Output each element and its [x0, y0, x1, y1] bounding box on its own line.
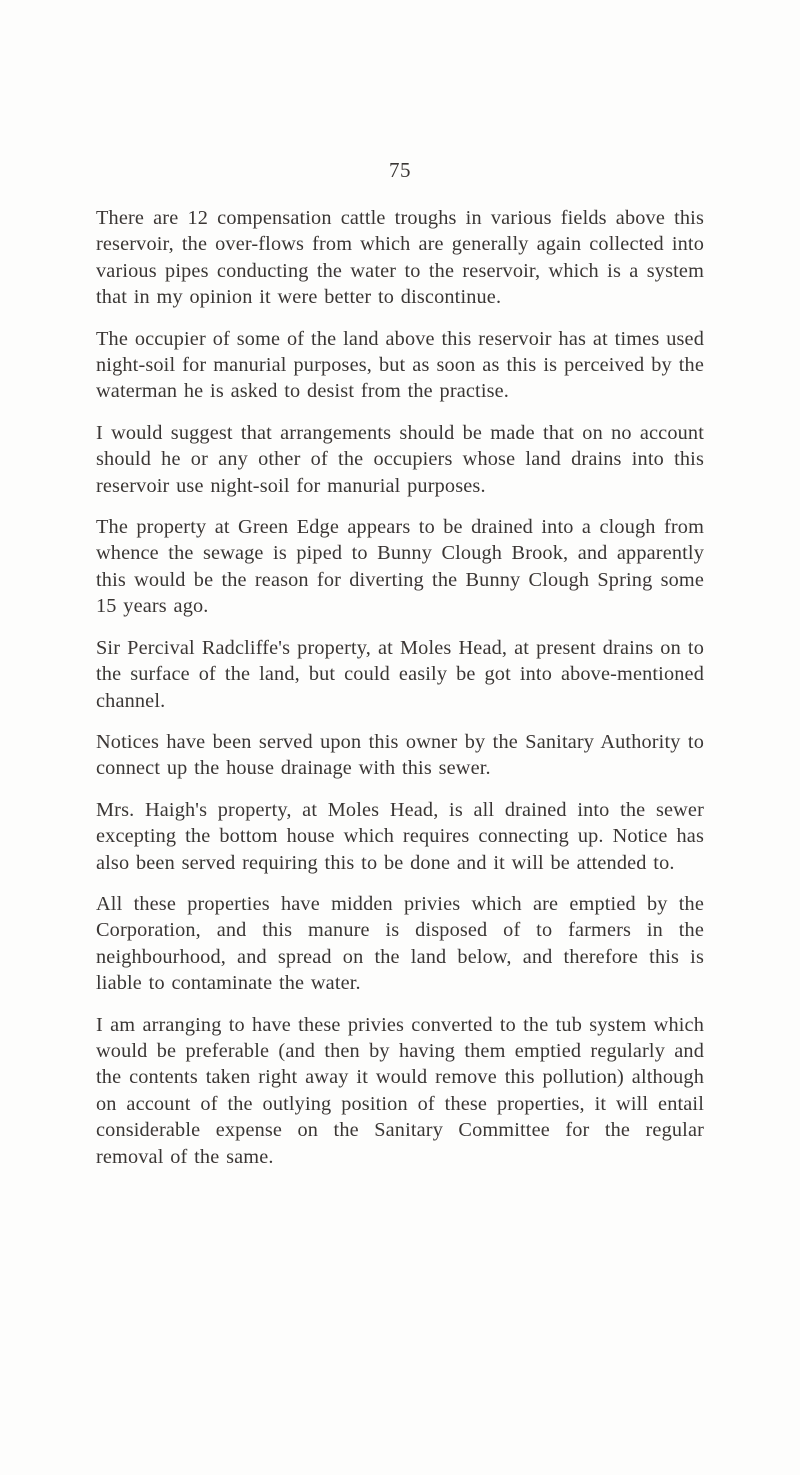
paragraph-green-edge: The property at Green Edge appears to be drained into a clough from whence the sewage is piped to Bunny Clough Brook, and apparently this would be the reason for diverting the Bunny Clough Spring some 15 years ago.: [96, 516, 704, 618]
paragraph-night-soil-occupier: The occupier of some of the land above this reservoir has at times used night-soil for manurial purposes, but as soon as this is perceived by the waterman he is asked to desist from the practise.: [96, 327, 704, 403]
body-text: [96, 205, 704, 1185]
paragraph-haigh-property: Mrs. Haigh's property, at Moles Head, is all drained into the sewer excepting the bottom house which requires connecting up. Notice has also been served requiring this to be done and it will be attended to.: [96, 798, 704, 874]
paragraph-radcliffe-property: Sir Percival Radcliffe's property, at Moles Head, at present drains on to the surface of the land, but could easily be got into above-mentioned channel.: [96, 636, 704, 712]
paragraph-midden-privies: All these properties have midden privies which are emptied by the Corporation, and this manure is disposed of to farmers in the neighbourhood, and spread on the land below, and therefore this is liable to contaminate the water.: [96, 892, 704, 995]
paragraph-suggestion: I would suggest that arrangements should be made that on no account should he or any other of the occupiers whose land drains into this reservoir use night-soil for manurial purposes.: [96, 421, 704, 497]
paragraph-tub-system: I am arranging to have these privies converted to the tub system which would be preferable (and then by having them emptied regularly and the contents taken right away it would remove this pollution) although on account of the outlying position of these properties, it will entail considerable expense on the Sanitary Committee for the regular removal of the same.: [96, 1013, 704, 1168]
paragraph-notices-served: Notices have been served upon this owner by the Sanitary Authority to connect up the house drainage with this sewer.: [96, 730, 704, 780]
paragraph-cattle-troughs: There are 12 compensation cattle troughs in various fields above this reservoir, the over-flows from which are generally again collected into various pipes conducting the water to the reservoir, which is a system that in my opinion it were better to discontinue.: [96, 207, 704, 309]
page-number: 75: [389, 158, 411, 182]
